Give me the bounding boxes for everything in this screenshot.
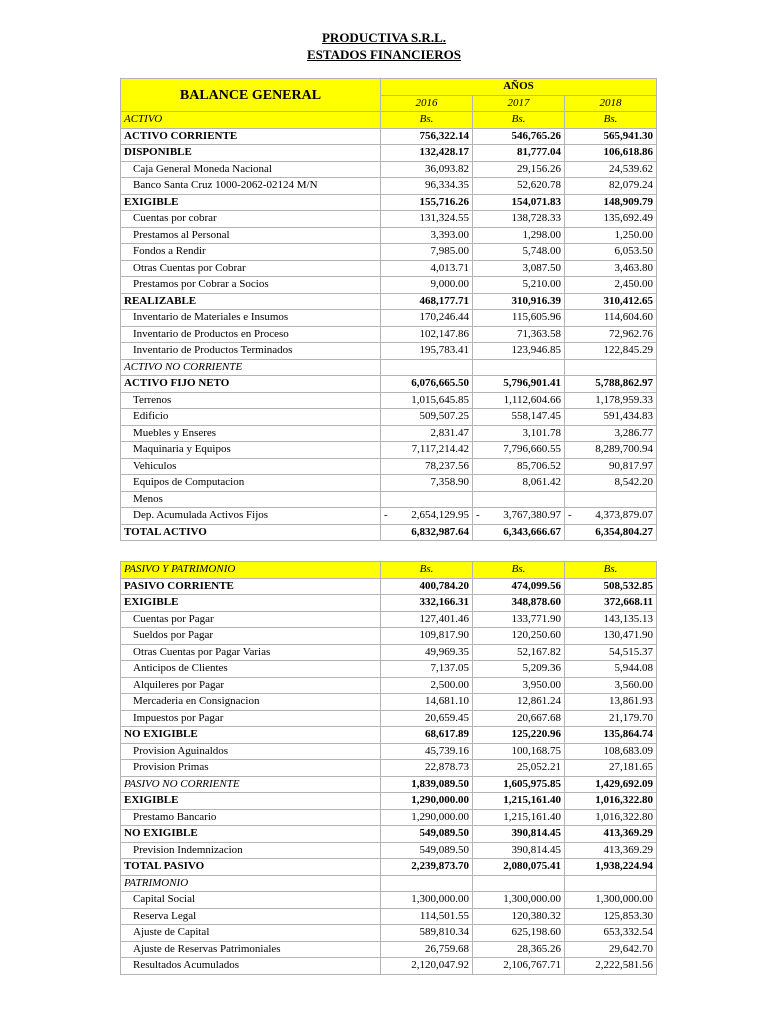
table-row xyxy=(121,475,657,492)
value-cell: 71,363.58 xyxy=(473,326,565,343)
row-label: Edificio xyxy=(121,409,381,426)
table-row xyxy=(121,743,657,760)
year-2018: 2018 xyxy=(565,95,657,112)
row-label: Prevision Indemnizacion xyxy=(121,842,381,859)
value-cell: 1,016,322.80 xyxy=(565,809,657,826)
value-cell: 7,985.00 xyxy=(381,244,473,261)
table-row xyxy=(121,925,657,942)
row-label: Resultados Acumulados xyxy=(121,958,381,975)
value-cell: 1,250.00 xyxy=(565,227,657,244)
value-cell xyxy=(473,359,565,376)
years-header: AÑOS xyxy=(381,79,657,96)
table-row xyxy=(121,491,657,508)
value-cell: 26,759.68 xyxy=(381,941,473,958)
value-cell: 29,156.26 xyxy=(473,161,565,178)
value-cell: 2,500.00 xyxy=(381,677,473,694)
value-cell: 3,393.00 xyxy=(381,227,473,244)
value-cell: 6,343,666.67 xyxy=(473,524,565,541)
row-label: Alquileres por Pagar xyxy=(121,677,381,694)
table-row xyxy=(121,343,657,360)
value-cell: 549,089.50 xyxy=(381,826,473,843)
value-cell: 22,878.73 xyxy=(381,760,473,777)
balance-pasivo-table xyxy=(120,561,657,975)
value-cell: 589,810.34 xyxy=(381,925,473,942)
row-label: Impuestos por Pagar xyxy=(121,710,381,727)
row-label: DISPONIBLE xyxy=(121,145,381,162)
value-cell xyxy=(473,491,565,508)
value-cell: 133,771.90 xyxy=(473,611,565,628)
table-row xyxy=(121,310,657,327)
value-cell: 154,071.83 xyxy=(473,194,565,211)
value-cell: 6,354,804.27 xyxy=(565,524,657,541)
row-label: Mercaderia en Consignacion xyxy=(121,694,381,711)
value-cell: 29,642.70 xyxy=(565,941,657,958)
table-row xyxy=(121,128,657,145)
value-cell: 114,501.55 xyxy=(381,908,473,925)
value-cell: 413,369.29 xyxy=(565,826,657,843)
value-cell: 2,831.47 xyxy=(381,425,473,442)
value-cell xyxy=(473,508,565,525)
row-label: Menos xyxy=(121,491,381,508)
row-label: PATRIMONIO xyxy=(121,875,381,892)
value-cell: 2,222,581.56 xyxy=(565,958,657,975)
row-label: Vehiculos xyxy=(121,458,381,475)
value-cell: 310,916.39 xyxy=(473,293,565,310)
table-row xyxy=(121,760,657,777)
value-cell: 6,076,665.50 xyxy=(381,376,473,393)
row-label: Provision Aguinaldos xyxy=(121,743,381,760)
row-label: Dep. Acumulada Activos Fijos xyxy=(121,508,381,525)
table-row xyxy=(121,776,657,793)
value-cell xyxy=(381,508,473,525)
value-cell: 131,324.55 xyxy=(381,211,473,228)
year-2017: 2017 xyxy=(473,95,565,112)
value-cell: 653,332.54 xyxy=(565,925,657,942)
value-cell: 1,300,000.00 xyxy=(381,892,473,909)
year-2016: 2016 xyxy=(381,95,473,112)
row-label: Banco Santa Cruz 1000-2062-02124 M/N xyxy=(121,178,381,195)
value-cell: 7,137.05 xyxy=(381,661,473,678)
row-label: ACTIVO FIJO NETO xyxy=(121,376,381,393)
value-cell: 390,814.45 xyxy=(473,842,565,859)
row-label: Muebles y Enseres xyxy=(121,425,381,442)
value-cell: 5,748.00 xyxy=(473,244,565,261)
value-cell: 1,290,000.00 xyxy=(381,793,473,810)
value-cell: 96,334.35 xyxy=(381,178,473,195)
table-row xyxy=(121,244,657,261)
value-cell: 13,861.93 xyxy=(565,694,657,711)
value-cell: 122,845.29 xyxy=(565,343,657,360)
value-cell: 45,739.16 xyxy=(381,743,473,760)
row-label: PASIVO Y PATRIMONIO xyxy=(121,562,381,579)
value-cell: 90,817.97 xyxy=(565,458,657,475)
table-row xyxy=(121,562,657,579)
value-cell: 5,788,862.97 xyxy=(565,376,657,393)
value-cell: 1,300,000.00 xyxy=(565,892,657,909)
value-cell: 1,300,000.00 xyxy=(473,892,565,909)
row-label: Inventario de Productos Terminados xyxy=(121,343,381,360)
value-cell: 546,765.26 xyxy=(473,128,565,145)
table-row xyxy=(121,227,657,244)
table-row xyxy=(121,326,657,343)
value-cell: 120,250.60 xyxy=(473,628,565,645)
value-cell: 100,168.75 xyxy=(473,743,565,760)
value-cell: 28,365.26 xyxy=(473,941,565,958)
row-label: Cuentas por Pagar xyxy=(121,611,381,628)
value-cell: 115,605.96 xyxy=(473,310,565,327)
value-cell: 5,209.36 xyxy=(473,661,565,678)
row-label: Terrenos xyxy=(121,392,381,409)
table-row xyxy=(121,677,657,694)
value-cell: 25,052.21 xyxy=(473,760,565,777)
row-label: Otras Cuentas por Pagar Varias xyxy=(121,644,381,661)
table-row xyxy=(121,392,657,409)
table-row xyxy=(121,809,657,826)
negative-sign: - xyxy=(476,509,480,522)
row-label: Otras Cuentas por Cobrar xyxy=(121,260,381,277)
row-label: Equipos de Computacion xyxy=(121,475,381,492)
value-cell: 24,539.62 xyxy=(565,161,657,178)
value-cell: 2,239,873.70 xyxy=(381,859,473,876)
value-cell xyxy=(381,875,473,892)
value-cell: 474,099.56 xyxy=(473,578,565,595)
value-cell: 5,796,901.41 xyxy=(473,376,565,393)
value-cell: 1,938,224.94 xyxy=(565,859,657,876)
row-label: NO EXIGIBLE xyxy=(121,826,381,843)
table-row xyxy=(121,842,657,859)
table-row xyxy=(121,376,657,393)
value-cell: 125,220.96 xyxy=(473,727,565,744)
value-cell: 3,560.00 xyxy=(565,677,657,694)
row-label: Provision Primas xyxy=(121,760,381,777)
value-cell: 7,117,214.42 xyxy=(381,442,473,459)
value-cell: 2,450.00 xyxy=(565,277,657,294)
table-row xyxy=(121,661,657,678)
table-row xyxy=(121,508,657,525)
value-cell: 20,667.68 xyxy=(473,710,565,727)
value-cell: 109,817.90 xyxy=(381,628,473,645)
value-cell: 468,177.71 xyxy=(381,293,473,310)
value-cell: 509,507.25 xyxy=(381,409,473,426)
value-number: 3,767,380.97 xyxy=(503,509,561,522)
value-cell: 1,298.00 xyxy=(473,227,565,244)
table-row xyxy=(121,260,657,277)
value-cell: 508,532.85 xyxy=(565,578,657,595)
value-cell: 1,839,089.50 xyxy=(381,776,473,793)
value-cell: 123,946.85 xyxy=(473,343,565,360)
value-cell: 625,198.60 xyxy=(473,925,565,942)
value-cell: 130,471.90 xyxy=(565,628,657,645)
table-row xyxy=(121,941,657,958)
value-cell: 2,080,075.41 xyxy=(473,859,565,876)
value-cell: 3,286.77 xyxy=(565,425,657,442)
value-cell: 127,401.46 xyxy=(381,611,473,628)
value-cell: 7,796,660.55 xyxy=(473,442,565,459)
table-row xyxy=(121,644,657,661)
table-row xyxy=(121,628,657,645)
row-label: Fondos a Rendir xyxy=(121,244,381,261)
value-cell: 143,135.13 xyxy=(565,611,657,628)
value-cell: 14,681.10 xyxy=(381,694,473,711)
value-cell: 82,079.24 xyxy=(565,178,657,195)
value-cell: 558,147.45 xyxy=(473,409,565,426)
table-row xyxy=(121,442,657,459)
value-cell: 52,167.82 xyxy=(473,644,565,661)
unit-cell: Bs. xyxy=(473,562,565,579)
value-cell: 8,289,700.94 xyxy=(565,442,657,459)
row-label: ACTIVO NO CORRIENTE xyxy=(121,359,381,376)
value-cell: 3,463.80 xyxy=(565,260,657,277)
value-cell: 4,013.71 xyxy=(381,260,473,277)
table-row xyxy=(121,293,657,310)
table-row xyxy=(121,178,657,195)
row-label: Caja General Moneda Nacional xyxy=(121,161,381,178)
negative-sign: - xyxy=(384,509,388,522)
value-cell: 413,369.29 xyxy=(565,842,657,859)
value-cell: 138,728.33 xyxy=(473,211,565,228)
value-cell xyxy=(381,491,473,508)
row-label: Inventario de Materiales e Insumos xyxy=(121,310,381,327)
value-cell: 12,861.24 xyxy=(473,694,565,711)
row-label: Prestamos al Personal xyxy=(121,227,381,244)
value-cell: 372,668.11 xyxy=(565,595,657,612)
value-cell xyxy=(473,875,565,892)
table-row xyxy=(121,694,657,711)
value-cell xyxy=(565,508,657,525)
value-cell: 85,706.52 xyxy=(473,458,565,475)
row-label: Ajuste de Reservas Patrimoniales xyxy=(121,941,381,958)
unit-cell: Bs. xyxy=(381,562,473,579)
unit-cell: Bs. xyxy=(565,112,657,129)
table-row xyxy=(121,409,657,426)
value-cell: 2,106,767.71 xyxy=(473,958,565,975)
value-cell: 68,617.89 xyxy=(381,727,473,744)
value-cell: 8,542.20 xyxy=(565,475,657,492)
table-row xyxy=(121,277,657,294)
document-subtitle: ESTADOS FINANCIEROS xyxy=(307,47,461,62)
value-cell: 106,618.86 xyxy=(565,145,657,162)
table-row xyxy=(121,710,657,727)
value-cell: 1,178,959.33 xyxy=(565,392,657,409)
table-row xyxy=(121,595,657,612)
value-cell: 54,515.37 xyxy=(565,644,657,661)
table-row xyxy=(121,727,657,744)
value-cell: 5,210.00 xyxy=(473,277,565,294)
table-row xyxy=(121,359,657,376)
row-label: Prestamo Bancario xyxy=(121,809,381,826)
value-cell: 132,428.17 xyxy=(381,145,473,162)
value-cell: 1,605,975.85 xyxy=(473,776,565,793)
row-label: PASIVO CORRIENTE xyxy=(121,578,381,595)
value-cell: 135,692.49 xyxy=(565,211,657,228)
value-number: 4,373,879.07 xyxy=(595,509,654,522)
table-row xyxy=(121,611,657,628)
value-number: 2,654,129.95 xyxy=(411,509,469,522)
row-label: Cuentas por cobrar xyxy=(121,211,381,228)
table-row xyxy=(121,161,657,178)
value-cell: 1,215,161.40 xyxy=(473,809,565,826)
value-cell: 591,434.83 xyxy=(565,409,657,426)
value-cell: 756,322.14 xyxy=(381,128,473,145)
value-cell: 148,909.79 xyxy=(565,194,657,211)
value-cell: 1,215,161.40 xyxy=(473,793,565,810)
negative-sign: - xyxy=(568,509,572,522)
unit-cell: Bs. xyxy=(473,112,565,129)
value-cell: 5,944.08 xyxy=(565,661,657,678)
row-label: Inventario de Productos en Proceso xyxy=(121,326,381,343)
value-cell: 155,716.26 xyxy=(381,194,473,211)
value-cell: 20,659.45 xyxy=(381,710,473,727)
unit-cell: Bs. xyxy=(565,562,657,579)
balance-activo-table xyxy=(120,78,657,541)
table-row xyxy=(121,145,657,162)
value-cell: 549,089.50 xyxy=(381,842,473,859)
value-cell: 310,412.65 xyxy=(565,293,657,310)
value-cell: 125,853.30 xyxy=(565,908,657,925)
value-cell: 36,093.82 xyxy=(381,161,473,178)
value-cell: 1,429,692.09 xyxy=(565,776,657,793)
table-row xyxy=(121,958,657,975)
table-row xyxy=(121,859,657,876)
row-label: Ajuste de Capital xyxy=(121,925,381,942)
value-cell: 102,147.86 xyxy=(381,326,473,343)
value-cell: 120,380.32 xyxy=(473,908,565,925)
table-row xyxy=(121,211,657,228)
value-cell: 348,878.60 xyxy=(473,595,565,612)
table-row xyxy=(121,826,657,843)
row-label: EXIGIBLE xyxy=(121,194,381,211)
value-cell xyxy=(381,359,473,376)
value-cell: 72,962.76 xyxy=(565,326,657,343)
row-label: REALIZABLE xyxy=(121,293,381,310)
table-row xyxy=(121,908,657,925)
table-row xyxy=(121,425,657,442)
row-label: Maquinaria y Equipos xyxy=(121,442,381,459)
table-row xyxy=(121,112,657,129)
table-row xyxy=(121,875,657,892)
value-cell: 332,166.31 xyxy=(381,595,473,612)
unit-cell: Bs. xyxy=(381,112,473,129)
table-row xyxy=(121,892,657,909)
value-cell: 7,358.90 xyxy=(381,475,473,492)
table-row xyxy=(121,524,657,541)
value-cell: 135,864.74 xyxy=(565,727,657,744)
table-row xyxy=(121,578,657,595)
value-cell: 1,015,645.85 xyxy=(381,392,473,409)
value-cell xyxy=(565,875,657,892)
row-label: TOTAL ACTIVO xyxy=(121,524,381,541)
row-label: Reserva Legal xyxy=(121,908,381,925)
value-cell: 81,777.04 xyxy=(473,145,565,162)
value-cell: 195,783.41 xyxy=(381,343,473,360)
value-cell: 565,941.30 xyxy=(565,128,657,145)
row-label: ACTIVO xyxy=(121,112,381,129)
value-cell: 27,181.65 xyxy=(565,760,657,777)
row-label: NO EXIGIBLE xyxy=(121,727,381,744)
table-row xyxy=(121,194,657,211)
row-label: Capital Social xyxy=(121,892,381,909)
row-label: PASIVO NO CORRIENTE xyxy=(121,776,381,793)
row-label: EXIGIBLE xyxy=(121,793,381,810)
value-cell: 6,053.50 xyxy=(565,244,657,261)
row-label: Sueldos por Pagar xyxy=(121,628,381,645)
value-cell: 1,290,000.00 xyxy=(381,809,473,826)
value-cell xyxy=(565,359,657,376)
value-cell: 390,814.45 xyxy=(473,826,565,843)
value-cell: 108,683.09 xyxy=(565,743,657,760)
row-label: EXIGIBLE xyxy=(121,595,381,612)
value-cell: 52,620.78 xyxy=(473,178,565,195)
value-cell: 3,950.00 xyxy=(473,677,565,694)
company-title: PRODUCTIVA S.R.L. xyxy=(321,30,446,45)
value-cell xyxy=(565,491,657,508)
value-cell: 78,237.56 xyxy=(381,458,473,475)
row-label: Prestamos por Cobrar a Socios xyxy=(121,277,381,294)
value-cell: 1,112,604.66 xyxy=(473,392,565,409)
value-cell: 114,604.60 xyxy=(565,310,657,327)
row-label: Anticipos de Clientes xyxy=(121,661,381,678)
value-cell: 21,179.70 xyxy=(565,710,657,727)
value-cell: 6,832,987.64 xyxy=(381,524,473,541)
row-label: ACTIVO CORRIENTE xyxy=(121,128,381,145)
row-label: TOTAL PASIVO xyxy=(121,859,381,876)
value-cell: 9,000.00 xyxy=(381,277,473,294)
table-row xyxy=(121,793,657,810)
value-cell: 8,061.42 xyxy=(473,475,565,492)
value-cell: 170,246.44 xyxy=(381,310,473,327)
value-cell: 400,784.20 xyxy=(381,578,473,595)
table-row xyxy=(121,458,657,475)
balance-general-title: BALANCE GENERAL xyxy=(121,79,381,112)
value-cell: 3,087.50 xyxy=(473,260,565,277)
value-cell: 49,969.35 xyxy=(381,644,473,661)
value-cell: 1,016,322.80 xyxy=(565,793,657,810)
value-cell: 3,101.78 xyxy=(473,425,565,442)
value-cell: 2,120,047.92 xyxy=(381,958,473,975)
